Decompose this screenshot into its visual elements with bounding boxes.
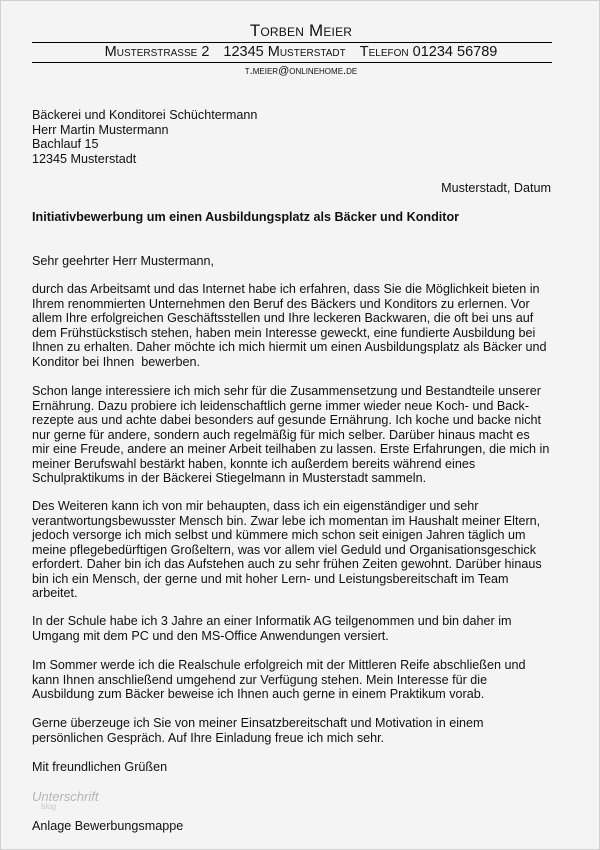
paragraph-line: meine pflegebedürftigen Großeltern, was vor allem viel Geduld und Organisationsgeschick [32,542,537,557]
paragraph-line: Schon lange interessiere ich mich sehr für die Zusammensetzung und Bestandteile unserer [32,384,541,398]
paragraph [32,658,562,702]
paragraph-line: Ihnen zu erhalten. Daher möchte ich mich hiermit um einen Ausbildungsplatz als Bäcker und [32,340,547,354]
salutation: Sehr geehrter Herr Mustermann, [32,254,214,268]
paragraph-line: bin ich ein Mensch, der gerne und mit hoher Lern- und Leistungsbereitschaft im Team [32,571,509,586]
paragraph-line: Gerne überzeuge ich Sie von meiner Einsatzbereitschaft und Motivation in einem [32,716,484,730]
sender-street: Musterstrasse 2 [104,44,210,60]
paragraph [32,384,562,486]
paragraph-line: Des Weiteren kann ich von mir behaupten, dass ich ein eigenständiger und sehr [32,499,479,513]
recipient-city: 12345 Musterstadt [32,151,137,166]
paragraph-line: Umgang mit dem PC und den MS-Office Anwendungen versiert. [32,628,389,643]
paragraph-line: In der Schule habe ich 3 Jahre an einer Informatik AG teilgenommen und bin daher im [32,614,512,628]
paragraph [32,614,562,643]
header-divider-bottom [32,62,552,63]
paragraph-line: Ihrem renommierten Unternehmen den Beruf des Bäckers und Konditors zu erlernen. Vor [32,296,530,311]
sender-email: t.meier@onlinehome.de [244,65,358,77]
signature-placeholder: Unterschrift [32,789,99,804]
recipient-street: Bachlauf 15 [32,137,99,151]
letter-subject: Initiativbewerbung um einen Ausbildungsplatz als Bäcker und Konditor [32,210,460,224]
paragraph-line: jedoch versorge ich mich selbst und kümmere mich schon seit einigen Jahren täglich um [32,528,526,542]
paragraph-line: nur gerne für andere, sondern auch regelmäßig für mich selber. Darüber hinaus macht es [32,427,530,442]
recipient-address [32,108,562,166]
paragraph-line: persönlichen Gespräch. Auf Ihre Einladung freue ich mich sehr. [32,730,385,745]
paragraph-line: mir eine Freude, andere an meiner Arbeit teilhaben zu lassen. Erste Erfahrungen, die mich in [32,442,550,456]
sender-phone: Telefon 01234 56789 [359,44,498,60]
paragraph-line: rezepte aus und achte dabei besonders auf gesunde Ernährung. Ich koche und backe nicht [32,413,542,427]
paragraph-line: durch das Arbeitsamt und das Internet habe ich erfahren, dass Sie die Möglichkeit bieten in [32,282,540,296]
sender-address-line [1,43,600,62]
recipient-company: Bäckerei und Konditorei Schüchtermann [32,108,258,122]
sender-city: 12345 Musterstadt [223,44,346,60]
paragraph-line: Schulpraktikums in der Bäckerei Stiegelmann in Musterstadt sammeln. [32,471,427,485]
paragraph-line: erfordert. Daher bin ich das Aufstehen auch zu sehr frühen Zeiten gewohnt. Darüber hinaus [32,557,542,571]
letter-date: Musterstadt, Datum [441,181,551,195]
paragraph-line: arbeitet. [32,586,78,600]
paragraph-line: dem Frühstückstisch stehen, haben mein Interesse geweckt, eine fundierte Ausbildung bei [32,325,536,340]
paragraph-line: meiner Berufswahl bestärkt haben, konnte ich außerdem bereits während eines [32,456,476,471]
closing-phrase: Mit freundlichen Grüßen [32,760,168,774]
watermark-text: blog [41,802,57,811]
paragraph-line: Ausbildung zum Bäcker beweise ich Ihnen auch gerne in einem Praktikum vorab. [32,687,485,701]
paragraph [32,282,562,369]
paragraph-line: allem Ihre erfolgreichen Geschäftsstellen und Ihre leckeren Backwaren, die oft bei uns auf [32,311,534,325]
paragraph-line: Im Sommer werde ich die Realschule erfolgreich mit der Mittleren Reife abschließen und [32,658,526,672]
paragraph-line: Konditor bei Ihnen bewerben. [32,354,201,369]
paragraph-line: Ernährung. Dazu probiere ich leidenschaftlich gerne immer wieder neue Koch- und Back- [32,398,530,413]
sender-name: Torben Meier [249,21,353,40]
attachment-note: Anlage Bewerbungsmappe [32,819,184,833]
paragraph-line: kann Ihnen anschließend umgehend zur Verfügung stehen. Mein Interesse für die [32,672,488,687]
paragraph [32,716,562,745]
recipient-person: Herr Martin Mustermann [32,122,169,137]
paragraph-line: verantwortungsbewusster Mensch bin. Zwar lebe ich momentan im Haushalt meiner Eltern, [32,513,541,528]
paragraph [32,499,562,601]
